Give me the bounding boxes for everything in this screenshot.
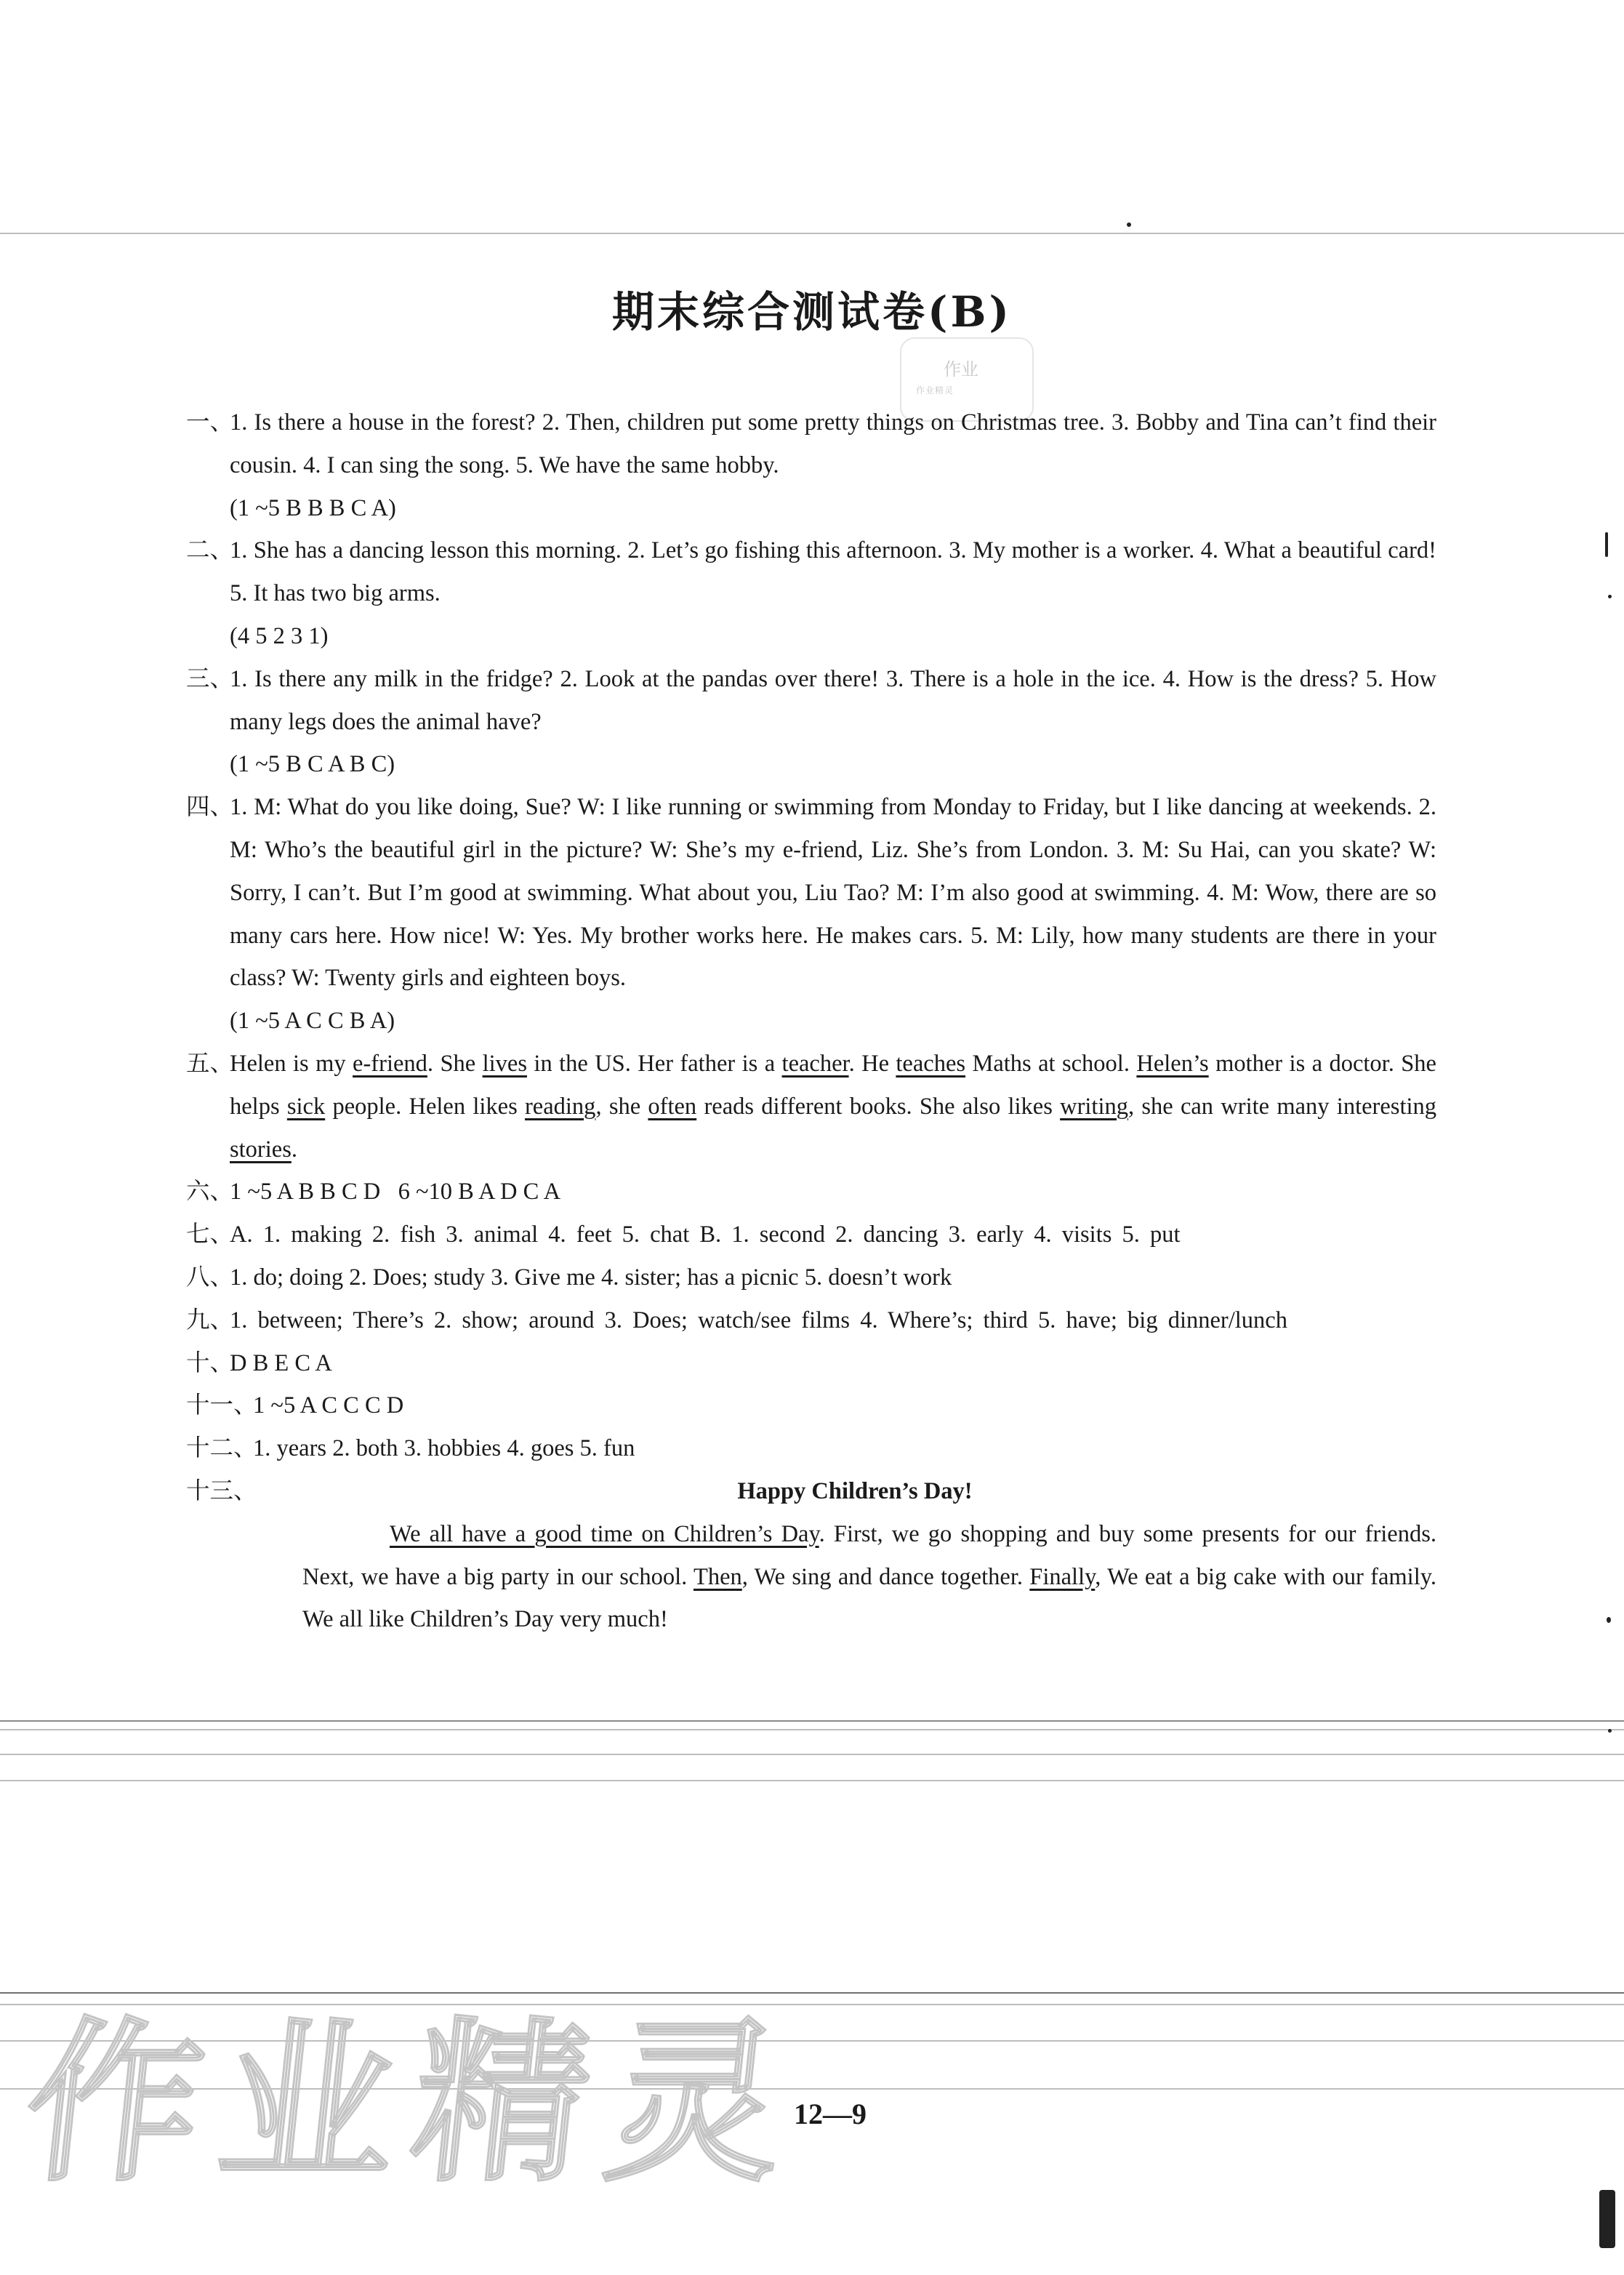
- section-text: D B E C A: [230, 1349, 332, 1376]
- filled-word: e-friend: [353, 1050, 427, 1077]
- section-2: [186, 529, 1436, 657]
- page-title: 期末综合测试卷(B): [612, 287, 1012, 337]
- passage-text: , she: [595, 1093, 648, 1120]
- section-9: [186, 1299, 1436, 1342]
- section-number: 十一、: [186, 1392, 257, 1419]
- passage-text: people. Helen likes: [325, 1093, 525, 1120]
- section-7: [186, 1213, 1436, 1256]
- page-number: 12—9: [794, 2098, 867, 2130]
- scan-mark: [1599, 2190, 1615, 2248]
- filled-word: stories: [230, 1136, 292, 1163]
- section-number: 二、: [186, 537, 234, 564]
- watermark: 作业精灵: [17, 2002, 812, 2205]
- passage-text: Maths at school.: [965, 1050, 1137, 1077]
- section-1: [186, 401, 1436, 529]
- answer-content: [186, 401, 1436, 1641]
- filled-word: reading: [524, 1093, 596, 1120]
- section-text: 1. M: What do you like doing, Sue? W: I like running or swimming from Monday to Friday, but I like dancing at weekends. 2. M: Who’s the beautiful girl in the picture? W: She’s my e-friend, Liz. She’s from London. 3. M: Su Hai, can you skate? W: Sorry, I can’t. But I’m good at swimming. What about you, Liu Tao? M: I’m also good at swimming. 4. M: Wow, there are so many cars here. How nice! W: Yes. My brother works here. He makes cars. 5. M: Lily, how many students are there in your class? W: Twenty girls and eighteen boys.: [230, 794, 1436, 992]
- section-text: 1. Is there any milk in the fridge? 2. Look at the pandas over there! 3. There is a hole in the ice. 4. How is the dress? 5. How many legs does the animal have?: [230, 665, 1436, 735]
- passage-text: . She: [427, 1050, 483, 1077]
- section-number: 一、: [186, 409, 234, 436]
- essay-title: Happy Children’s Day!: [737, 1477, 973, 1504]
- section-text: 1. Is there a house in the forest? 2. Then, children put some pretty things on Christmas tree. 3. Bobby and Tina can’t find their cousin. 4. I can sing the song. 5. We have the same hobby.: [230, 409, 1436, 478]
- section-10: [186, 1342, 1436, 1385]
- scan-dot: [1127, 222, 1131, 227]
- filled-word: teacher: [781, 1050, 849, 1077]
- essay-body: [230, 1513, 1436, 1641]
- section-4: [186, 786, 1436, 1043]
- top-rule: [0, 233, 1624, 234]
- filled-word: often: [648, 1093, 697, 1120]
- section-11: [186, 1384, 1436, 1427]
- section-5: [186, 1043, 1436, 1171]
- section-number: 八、: [186, 1264, 234, 1291]
- scan-dot: [1608, 595, 1612, 598]
- passage-text: . He: [848, 1050, 896, 1077]
- section-answer: (1 ~5 B B B C A): [230, 494, 396, 521]
- section-13: [186, 1470, 1436, 1641]
- section-text: 1. do; doing 2. Does; study 3. Give me 4. sister; has a picnic 5. doesn’t work: [230, 1264, 952, 1291]
- essay-text: . First, we go shopping and buy some presents for our friends. Next, we have a big party in our school.: [302, 1520, 1437, 1590]
- passage-text: reads different books. She also likes: [696, 1093, 1061, 1120]
- section-text: 1. between; There’s 2. show; around 3. Does; watch/see films 4. Where’s; third 5. have; big dinner/lunch: [230, 1307, 1287, 1333]
- mid-rule-3: [0, 1754, 1624, 1755]
- mid-rule-4: [0, 1780, 1624, 1781]
- section-3: [186, 658, 1436, 786]
- essay-underlined: Then: [693, 1563, 742, 1590]
- passage-text: Helen is my: [230, 1050, 353, 1077]
- section-number: 三、: [186, 665, 234, 692]
- section-6: [186, 1171, 1436, 1213]
- section-text: 1 ~5 A B B C D 6 ~10 B A D C A: [230, 1179, 561, 1205]
- section-number: 六、: [186, 1179, 234, 1205]
- scan-mark: [1605, 532, 1608, 557]
- passage-text: in the US. Her father is a: [527, 1050, 782, 1077]
- cloze-passage: [230, 1043, 1436, 1171]
- section-text: A. 1. making 2. fish 3. animal 4. feet 5. chat B. 1. second 2. dancing 3. early 4. visits 5. put: [230, 1221, 1181, 1248]
- section-number: 九、: [186, 1307, 234, 1333]
- stamp-line-1: 作业: [944, 359, 978, 380]
- scan-dot: [1607, 1617, 1611, 1623]
- section-text: 1. years 2. both 3. hobbies 4. goes 5. fun: [253, 1435, 635, 1462]
- filled-word: Helen’s: [1136, 1050, 1209, 1077]
- stamp-line-2: 作业精灵: [916, 385, 954, 396]
- scan-dot: [1608, 1729, 1612, 1733]
- passage-text: .: [291, 1136, 297, 1163]
- section-number: 十二、: [186, 1435, 257, 1462]
- section-answer: (4 5 2 3 1): [230, 622, 329, 649]
- filled-word: teaches: [896, 1050, 966, 1077]
- essay-underlined: Finally: [1029, 1563, 1096, 1590]
- section-number: 四、: [186, 794, 234, 821]
- section-number: 十、: [186, 1349, 234, 1376]
- section-text: 1. She has a dancing lesson this morning. 2. Let’s go fishing this afternoon. 3. My mother is a worker. 4. What a beautiful card! 5. It has two big arms.: [230, 537, 1436, 607]
- section-answer: (1 ~5 B C A B C): [230, 751, 395, 778]
- filled-word: writing: [1060, 1093, 1128, 1120]
- essay-text: , We eat a big cake with our family. We all like Children’s Day very much!: [302, 1563, 1436, 1633]
- mid-rule-1: [0, 1720, 1624, 1722]
- essay-underlined: We all have a good time on Children’s Day: [390, 1520, 819, 1547]
- section-12: [186, 1427, 1436, 1470]
- passage-text: , she can write many interesting: [1128, 1093, 1436, 1120]
- filled-word: lives: [482, 1050, 527, 1077]
- section-number: 五、: [186, 1050, 234, 1077]
- passage-text: mother is a doctor. She helps: [230, 1050, 1436, 1120]
- essay-text: , We sing and dance together.: [741, 1563, 1030, 1590]
- section-8: [186, 1256, 1436, 1299]
- section-text: 1 ~5 A C C C D: [253, 1392, 404, 1419]
- section-answer: (1 ~5 A C C B A): [230, 1008, 395, 1035]
- filled-word: sick: [286, 1093, 326, 1120]
- mid-rule-2: [0, 1729, 1624, 1730]
- section-number: 七、: [186, 1221, 234, 1248]
- section-number: 十三、: [186, 1477, 257, 1504]
